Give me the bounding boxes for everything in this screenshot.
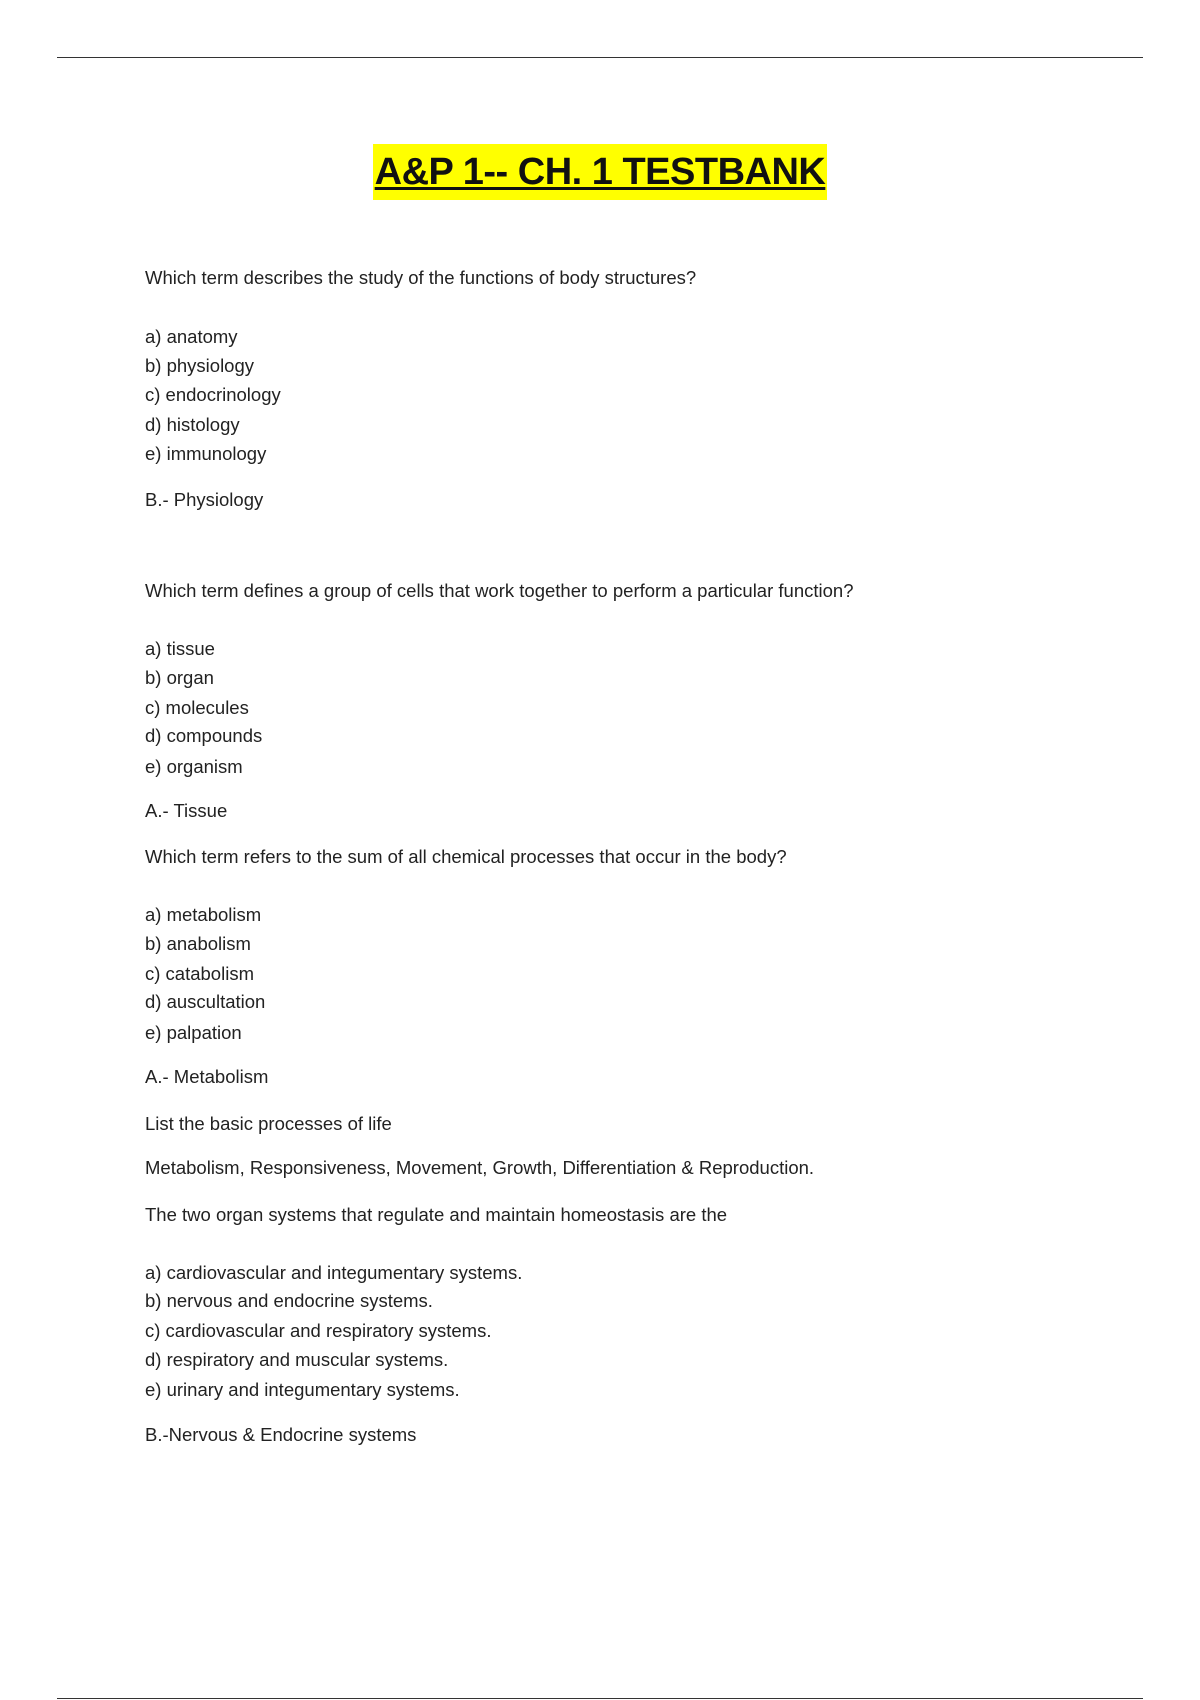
question-text: List the basic processes of life <box>145 1113 392 1134</box>
option-item: b) organ <box>145 667 214 688</box>
answer-text: B.- Physiology <box>145 489 264 510</box>
bottom-rule <box>57 1698 1143 1699</box>
option-item: d) compounds <box>145 725 263 746</box>
option-item: d) auscultation <box>145 991 266 1012</box>
option-item: c) molecules <box>145 697 249 718</box>
option-item: a) tissue <box>145 638 215 659</box>
option-item: b) physiology <box>145 355 255 376</box>
option-item: b) anabolism <box>145 933 251 954</box>
option-item: e) organism <box>145 756 243 777</box>
answer-text: A.- Tissue <box>145 800 228 821</box>
option-item: e) immunology <box>145 443 267 464</box>
question-text: Which term refers to the sum of all chemical processes that occur in the body? <box>145 846 787 867</box>
answer-text: B.-Nervous & Endocrine systems <box>145 1424 417 1445</box>
question-text: Which term defines a group of cells that work together to perform a particular function? <box>145 580 854 601</box>
option-item: d) respiratory and muscular systems. <box>145 1349 449 1370</box>
option-item: e) palpation <box>145 1022 242 1043</box>
question-text: The two organ systems that regulate and maintain homeostasis are the <box>145 1204 728 1225</box>
option-item: c) catabolism <box>145 963 254 984</box>
option-item: e) urinary and integumentary systems. <box>145 1379 460 1400</box>
option-item: a) anatomy <box>145 326 238 347</box>
title-block <box>0 144 1200 200</box>
option-item: d) histology <box>145 414 240 435</box>
option-item: a) cardiovascular and integumentary systems. <box>145 1262 523 1283</box>
answer-text: Metabolism, Responsiveness, Movement, Growth, Differentiation & Reproduction. <box>145 1157 815 1178</box>
top-rule <box>57 57 1143 58</box>
option-item: a) metabolism <box>145 904 262 925</box>
question-text: Which term describes the study of the functions of body structures? <box>145 267 697 288</box>
option-item: c) endocrinology <box>145 384 281 405</box>
document-title: A&P 1-- CH. 1 TESTBANK <box>373 144 828 200</box>
answer-text: A.- Metabolism <box>145 1066 269 1087</box>
option-item: b) nervous and endocrine systems. <box>145 1290 433 1311</box>
option-item: c) cardiovascular and respiratory systems. <box>145 1320 492 1341</box>
